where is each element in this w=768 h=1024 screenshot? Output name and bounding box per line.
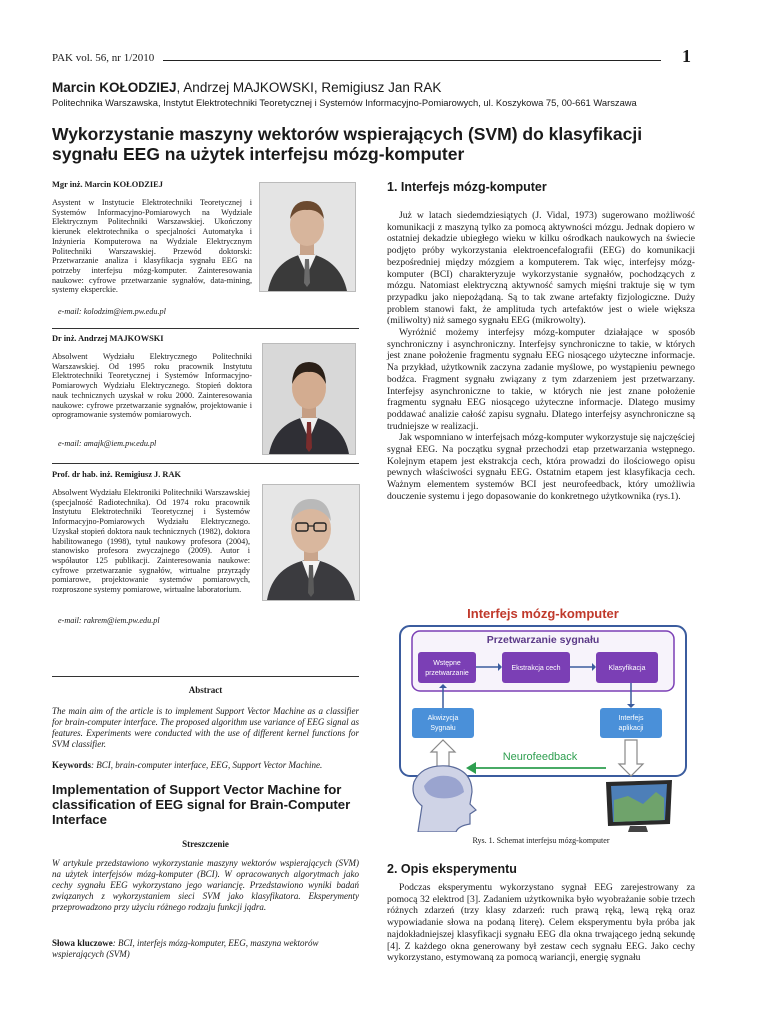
bio-email: e-mail: amajk@iem.pw.edu.pl <box>58 439 157 448</box>
bio-email: e-mail: kolodzim@iem.pw.edu.pl <box>58 307 166 316</box>
abstract-heading: Abstract <box>188 685 223 695</box>
figure-bci-diagram <box>398 600 688 832</box>
affiliation: Politechnika Warszawska, Instytut Elektrotechniki Teoretycznej i Systemów Informacyjno-Pomiarowych, ul. Koszykowa 75, 00-661 Warszawa <box>52 97 637 108</box>
streszczenie-body: W artykule przedstawiono wykorzystanie maszyny wektorów wspierających (SVM) na użytek interfejsów mózg-komputer (BCI). W opracowanych algorytmach jako cechy sygnału EEG wykorzystano jego wariancję. Przedstawiono wyniki badań związanych z wykorzystaniem sieci SVM jako klasyfikatora. Eksperymenty przeprowadzono przy użyciu różnego rodzaju funkcji jądra. <box>52 858 359 912</box>
bio-divider <box>52 328 359 329</box>
header-rule <box>163 60 661 61</box>
english-title: Implementation of Support Vector Machine for classification of EEG signal for Brain-Computer Interface <box>52 782 351 827</box>
box-akwizycja-l2: Sygnału <box>430 725 456 732</box>
section-1-heading: 1. Interfejs mózg-komputer <box>387 180 547 194</box>
figure-outer-title: Interfejs mózg-komputer <box>467 606 619 621</box>
box-wstepne <box>418 652 476 683</box>
bio-text: Absolwent Wydziału Elektroniki Politechniki Warszawskiej (specjalność Radiotechnika). Od 1974 roku pracownik Instytutu Elektrotechniki Teoretycznej i Systemów Informacyjno-Pomiarowych Wydziału Elektrycznego. Uzyskał stopień doktora nauk technicznych (1982), doktora habilitowanego (1998), tytuł naukowy profesora (2004), stanowisko profesora zwyczajnego (2009). Autor i współautor 125 publikacji. Zainteresowania naukowe: cyfrowe przetwarzanie sygnałów, wirtualne przyrządy pomiarowe, projektowanie systemów pomiarowych, rozproszone systemy pomiarowe, wirtualne laboratorium. <box>52 488 250 595</box>
bio-text: Absolwent Wydziału Elektrycznego Politechniki Warszawskiej. Od 1995 roku pracownik Instytutu Elektrotechniki Teoretycznej i Systemów Informacyjno-Pomiarowych Wydziału Elektrycznego. Stopień doktora nauk technicznych uzyskał w roku 2000. Zainteresowania naukowe: cyfrowe przetwarzanie sygnałów, projektowanie i oprogramowanie systemów pomiarowych. <box>52 352 252 420</box>
abstract-body: The main aim of the article is to implement Support Vector Machine as a classifier for brain-computer interface. The proposed algorithm use variance of EEG signal as features. Experiments were conducted with the use of different kernel functions for SVM classifier. <box>52 706 359 749</box>
keywords-text: : BCI, brain-computer interface, EEG, Support Vector Machine. <box>91 760 323 770</box>
box-akwizycja-l1: Akwizycja <box>427 715 459 722</box>
box-ekstrakcja-label: Ekstrakcja cech <box>511 665 561 672</box>
author-1-last: KOŁODZIEJ <box>99 80 177 95</box>
bio-email: e-mail: rakrem@iem.pw.edu.pl <box>58 616 160 625</box>
figure-caption: Rys. 1. Schemat interfejsu mózg-komputer <box>472 836 610 845</box>
slowa-kluczowe-text: : BCI, interfejs mózg-komputer, EEG, maszyna wektorów wspierających (SVM) <box>52 938 319 959</box>
bio-divider <box>52 676 359 677</box>
slowa-kluczowe-label: Słowa kluczowe <box>52 938 113 948</box>
box-klasyfikacja-label: Klasyfikacja <box>608 665 646 672</box>
section-1-paragraph: Już w latach siedemdziesiątych (J. Vidal, 1973) sugerowano możliwość komunikacji z maszyną tylko za pomocą aktywności mózgu. Jednak dopiero w ostatniej dekadzie ubiegłego wieku w kilku ośrodkach naukowych na świecie podjęto próby wykorzystania elektroencefalografii (EEG) do komunikacji bezpośredniej między mózgiem a komputerem. Tak więc, interfejsy mózg-komputer (BCI) charakteryzuje wykorzystanie sygnałów, pochodzących z mózgu. Natomiast elektryczną aktywność samych mięśni traktuje się w tym przypadku jako niepożądaną. Są to tak zwane artefakty fizjologiczne. Duży problem stanowi fakt, że amplituda tych artefaktów jest o wiele większa (miliwolty) niż samego sygnału EEG (mikrowolty). <box>387 210 695 327</box>
box-interfejs-l1: Interfejs <box>618 715 644 722</box>
author-line <box>52 80 441 95</box>
section-2-paragraph: Podczas eksperymentu wykorzystano sygnał EEG zarejestrowany za pomocą 32 elektrod [3]. Zadaniem użytkownika było wyobrażanie sobie trzech różnych zdarzeń (trzy klasy zdarzeń: ruch prawą ręką, lewą ręką oraz wypowiadanie słowa na podaną literę). Celem eksperymentu była próba jak najdokładniejszej klasyfikacji sygnału EEG dla okna trwającego jedną sekundę [4]. Z każdego okna generowany był zestaw cech sygnału EEG. Jako cechy wykorzystano, estymowaną za pomocą wariancji, energię sygnału <box>387 882 695 964</box>
keywords <box>52 760 359 771</box>
keywords-label: Keywords <box>52 760 91 770</box>
author-1-first: Marcin <box>52 80 96 95</box>
monitor-icon <box>606 780 672 832</box>
bio-name: Mgr inż. Marcin KOŁODZIEJ <box>52 180 163 189</box>
head-icon <box>413 766 476 832</box>
box-akwizycja <box>412 708 474 738</box>
author-photo-rak <box>262 484 360 601</box>
box-interfejs <box>600 708 662 738</box>
author-photo-majkowski <box>262 343 356 455</box>
author-rest: , Andrzej MAJKOWSKI, Remigiusz Jan RAK <box>176 80 442 95</box>
section-1-body <box>387 210 695 503</box>
box-wstepne-l2: przetwarzanie <box>425 670 469 677</box>
paper-title <box>52 124 712 164</box>
slowa-kluczowe <box>52 938 359 960</box>
neurofeedback-label: Neurofeedback <box>502 751 578 763</box>
section-2-body <box>387 882 695 964</box>
section-1-paragraph: Wyróżnić możemy interfejsy mózg-komputer działające w sposób synchroniczny i asynchroniczny. Interfejsy synchroniczne to takie, w których jest znane położenie fragmentu sygnału EEG niosącego użyteczne informacje. Na przykład, użytkownik zaczyna zadanie myślowe, po wystąpieniu pewnego bodźca. Fragment sygnału związany z tym zdarzeniem jest przetwarzany. Interfejsy asynchroniczne to takie, w których nie jest znane położenie fragmentu sygnału EEG niosącego użyteczne informacje. Dlatego musimy poddawać analizie całość zapisu sygnału. Dlatego interfejsy asynchroniczne są trudniejsze w realizacji. <box>387 327 695 432</box>
bio-name: Prof. dr hab. inż. Remigiusz J. RAK <box>52 470 182 479</box>
author-photo-kolodziej <box>259 182 356 292</box>
section-2-heading: 2. Opis eksperymentu <box>387 862 517 876</box>
box-interfejs-l2: aplikacji <box>618 725 644 732</box>
streszczenie-heading: Streszczenie <box>182 839 229 849</box>
title-line-2: sygnału EEG na użytek interfejsu mózg-komputer <box>52 144 465 164</box>
title-line-1: Wykorzystanie maszyny wektorów wspierających (SVM) do klasyfikacji <box>52 124 643 144</box>
section-1-paragraph: Jak wspomniano w interfejsach mózg-komputer wykorzystuje się najczęściej sygnał EEG. Na początku sygnał przechodzi etap przetwarzania wstępnego. Kolejnym etapem jest ekstrakcja cech, która prowadzi do ilościowego opisu pewnych właściwości sygnału EEG. Ostatnim etapem jest klasyfikacja cech. Ważnym elementem systemów BCI jest neurofeedback, który umożliwia douczenie systemu i jego dopasowanie do konkretnego użytkownika (rys.1). <box>387 432 695 502</box>
box-wstepne-l1: Wstępne <box>433 660 461 667</box>
figure-inner-title: Przetwarzanie sygnału <box>486 634 600 646</box>
bio-divider <box>52 463 359 464</box>
bio-name: Dr inż. Andrzej MAJKOWSKI <box>52 334 164 343</box>
page-number: 1 <box>682 46 691 66</box>
journal-header: PAK vol. 56, nr 1/2010 <box>52 52 155 64</box>
bio-text: Asystent w Instytucie Elektrotechniki Teoretycznej i Systemów Informacyjno-Pomiarowych na Wydziale Elektrycznym Politechniki Warszawskiej. Ukończony kierunek elektrotechnika o specjalności Automatyka i Inżynieria Komputerowa na Wydziale Elektrycznym Politechniki Warszawskiej. Przewód doktorski: Przetwarzanie analiza i klasyfikacja sygnału EEG na potrzeby interfejsu mózg-komputer. Zainteresowania naukowe: cyfrowe przetwarzanie sygnałów, data-mining, systemy eksperckie. <box>52 198 252 295</box>
